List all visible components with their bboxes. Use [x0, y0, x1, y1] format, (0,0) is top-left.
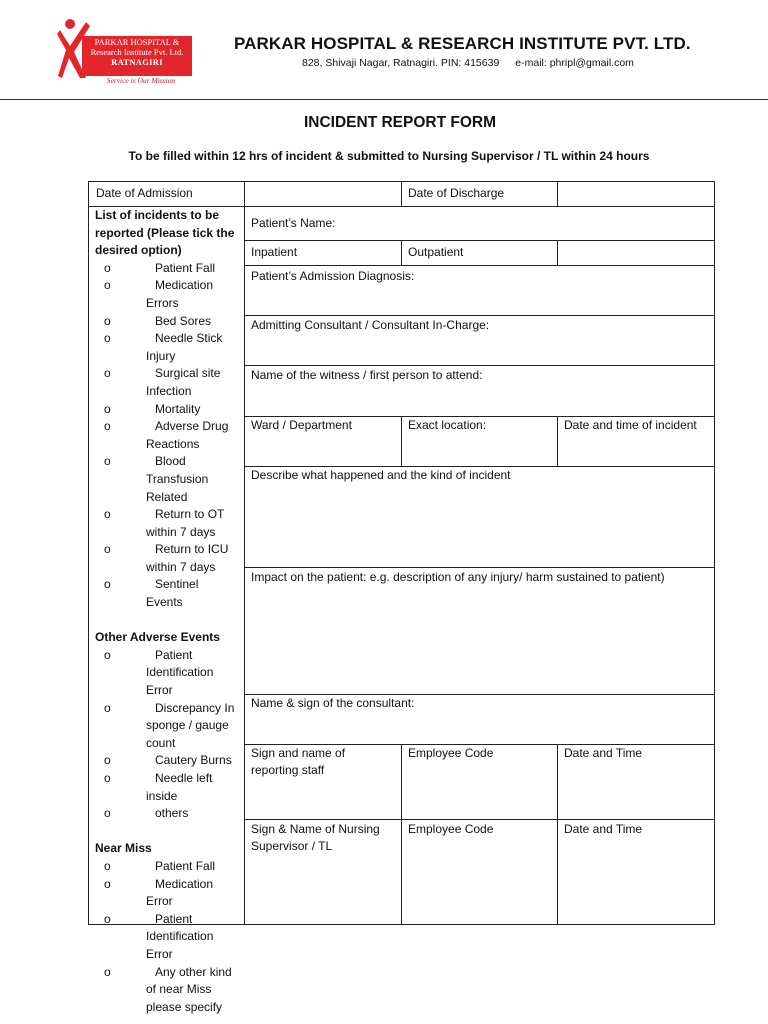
patient-impact-field[interactable] [244, 567, 715, 695]
exact-location-field[interactable] [401, 416, 558, 467]
near-miss-option[interactable] [95, 964, 238, 1017]
admission-diagnosis-label: Patient’s Admission Diagnosis: [251, 269, 415, 283]
other-adverse-events-heading: Other Adverse Events [95, 630, 220, 645]
incident-option[interactable] [95, 401, 238, 419]
incident-option-label: Needle Stick Injury [146, 331, 223, 363]
near-miss-option[interactable] [95, 911, 238, 964]
employee-code-field-2[interactable] [401, 819, 558, 925]
date-time-label-1: Date and Time [564, 746, 643, 760]
other-event-option[interactable] [95, 770, 238, 805]
incident-option[interactable] [95, 541, 238, 576]
near-miss-option[interactable] [95, 858, 238, 876]
logo-text-box [82, 36, 192, 76]
incident-option-label: Medication Errors [146, 278, 214, 310]
outpatient-label: Outpatient [408, 245, 464, 259]
incident-option-label: Return to ICU within 7 days [146, 542, 229, 574]
organization-address: 828, Shivaji Nagar, Ratnagiri. PIN: 415639 [302, 57, 500, 69]
bullet-icon: o [104, 876, 111, 891]
near-miss-label: Medication Error [146, 876, 214, 909]
date-of-admission-label [88, 181, 245, 207]
bullet-icon: o [104, 577, 111, 592]
bullet-icon: o [104, 260, 111, 275]
incident-option-label: Patient Fall [155, 260, 216, 275]
incident-date-time-label: Date and time of incident [564, 418, 697, 432]
ward-department-field[interactable] [244, 416, 402, 467]
incident-option-label: Surgical site Infection [146, 366, 221, 398]
incident-option[interactable] [95, 365, 238, 400]
incident-option-label: Mortality [155, 401, 201, 416]
employee-code-field-1[interactable] [401, 744, 558, 820]
bullet-icon: o [104, 278, 111, 293]
employee-code-label-2: Employee Code [408, 822, 494, 836]
near-miss-label: Patient Identification Error [146, 911, 214, 961]
date-of-discharge-input[interactable] [557, 181, 715, 207]
consultant-sign-label: Name & sign of the consultant: [251, 696, 415, 710]
incident-option[interactable] [95, 260, 238, 278]
incident-option[interactable] [95, 576, 238, 611]
patient-impact-label: Impact on the patient: e.g. description of any injury/ harm sustained to patient) [251, 570, 665, 584]
admitting-consultant-label: Admitting Consultant / Consultant In-Charge: [251, 318, 490, 332]
incident-list-heading: List of incidents to be reported (Please tick the desired option) [95, 208, 235, 258]
bullet-icon: o [104, 700, 111, 715]
other-event-label: Cautery Burns [155, 753, 232, 768]
date-time-label-2: Date and Time [564, 822, 643, 836]
other-event-label: Patient Identification Error [146, 647, 214, 698]
near-miss-option[interactable] [95, 876, 238, 911]
bullet-icon: o [104, 858, 111, 873]
bullet-icon: o [104, 647, 111, 662]
near-miss-heading: Near Miss [95, 841, 152, 856]
other-event-option[interactable] [95, 805, 238, 823]
bullet-icon: o [104, 366, 111, 381]
hospital-logo [56, 18, 196, 85]
header-divider [0, 99, 768, 100]
incident-option[interactable] [95, 418, 238, 453]
incident-checklist [88, 207, 245, 1016]
incident-option[interactable] [95, 313, 238, 331]
other-event-option[interactable] [95, 647, 238, 700]
near-miss-label: Any other kind of near Miss please specify [146, 964, 232, 1014]
patient-name-label: Patient’s Name: [251, 216, 336, 230]
form-title: INCIDENT REPORT FORM [303, 114, 497, 131]
date-of-discharge-label [401, 181, 558, 207]
other-event-label: others [155, 806, 189, 821]
date-of-admission-text: Date of Admission [96, 186, 193, 200]
incident-option-label: Blood Transfusion Related [146, 454, 209, 504]
bullet-icon: o [104, 313, 111, 328]
incident-date-time-field[interactable] [557, 416, 715, 467]
inpatient-option[interactable] [244, 240, 402, 266]
patient-name-field[interactable] [244, 206, 715, 241]
date-time-field-2[interactable] [557, 819, 715, 925]
form-instruction: To be filled within 12 hrs of incident & submitted to Nursing Supervisor / TL within 24 hours [128, 149, 650, 163]
bullet-icon: o [104, 771, 111, 785]
employee-code-label-1: Employee Code [408, 746, 494, 760]
ward-department-label: Ward / Department [251, 418, 352, 432]
other-event-option[interactable] [95, 752, 238, 770]
nursing-supervisor-field[interactable] [244, 819, 402, 925]
organization-contact [302, 57, 634, 69]
other-event-label: Discrepancy In sponge / gauge count [146, 700, 235, 750]
reporting-staff-field[interactable] [244, 744, 402, 820]
patient-type-input[interactable] [557, 240, 715, 266]
organization-name: PARKAR HOSPITAL & RESEARCH INSTITUTE PVT. LTD. [234, 34, 691, 53]
bullet-icon: o [104, 419, 111, 434]
incident-option-label: Adverse Drug Reactions [146, 419, 229, 451]
logo-line-2: Research Institute Pvt. Ltd. [90, 47, 184, 57]
incident-option-label: Sentinel Events [146, 577, 199, 610]
reporting-staff-label: Sign and name of reporting staff [251, 746, 346, 777]
bullet-icon: o [104, 331, 111, 346]
incident-option[interactable] [95, 453, 238, 506]
nursing-supervisor-label: Sign & Name of Nursing Supervisor / TL [251, 822, 380, 853]
bullet-icon: o [104, 454, 111, 469]
consultant-sign-field[interactable] [244, 694, 715, 745]
date-of-admission-input[interactable] [244, 181, 402, 207]
date-of-discharge-text: Date of Discharge [408, 186, 505, 200]
organization-email: e-mail: phripl@gmail.com [515, 57, 634, 69]
incident-description-label: Describe what happened and the kind of incident [251, 468, 511, 482]
other-event-option[interactable] [95, 700, 238, 753]
witness-label: Name of the witness / first person to attend: [251, 368, 483, 382]
incident-option-label: Return to OT within 7 days [146, 507, 225, 539]
bullet-icon: o [104, 964, 111, 979]
incident-option-label: Bed Sores [155, 313, 212, 328]
outpatient-option[interactable] [401, 240, 558, 266]
incident-option[interactable] [95, 277, 238, 312]
bullet-icon: o [104, 806, 111, 821]
near-miss-label: Patient Fall [155, 858, 216, 873]
logo-tagline: Service is Our Mission [106, 76, 176, 85]
admission-diagnosis-field[interactable] [244, 265, 715, 316]
bullet-icon: o [104, 911, 111, 926]
incident-description-field[interactable] [244, 466, 715, 568]
witness-field[interactable] [244, 365, 715, 417]
logo-line-1: PARKAR HOSPITAL & [94, 37, 180, 47]
bullet-icon: o [104, 401, 111, 416]
date-time-field-1[interactable] [557, 744, 715, 820]
bullet-icon: o [104, 753, 111, 768]
incident-option[interactable] [95, 506, 238, 541]
inpatient-label: Inpatient [251, 245, 298, 259]
logo-line-3: RATNAGIRI [111, 57, 163, 67]
bullet-icon: o [104, 507, 111, 522]
exact-location-label: Exact location: [408, 418, 487, 432]
admitting-consultant-field[interactable] [244, 315, 715, 366]
bullet-icon: o [104, 542, 111, 557]
other-event-label: Needle left inside [146, 771, 213, 803]
incident-option[interactable] [95, 330, 238, 365]
